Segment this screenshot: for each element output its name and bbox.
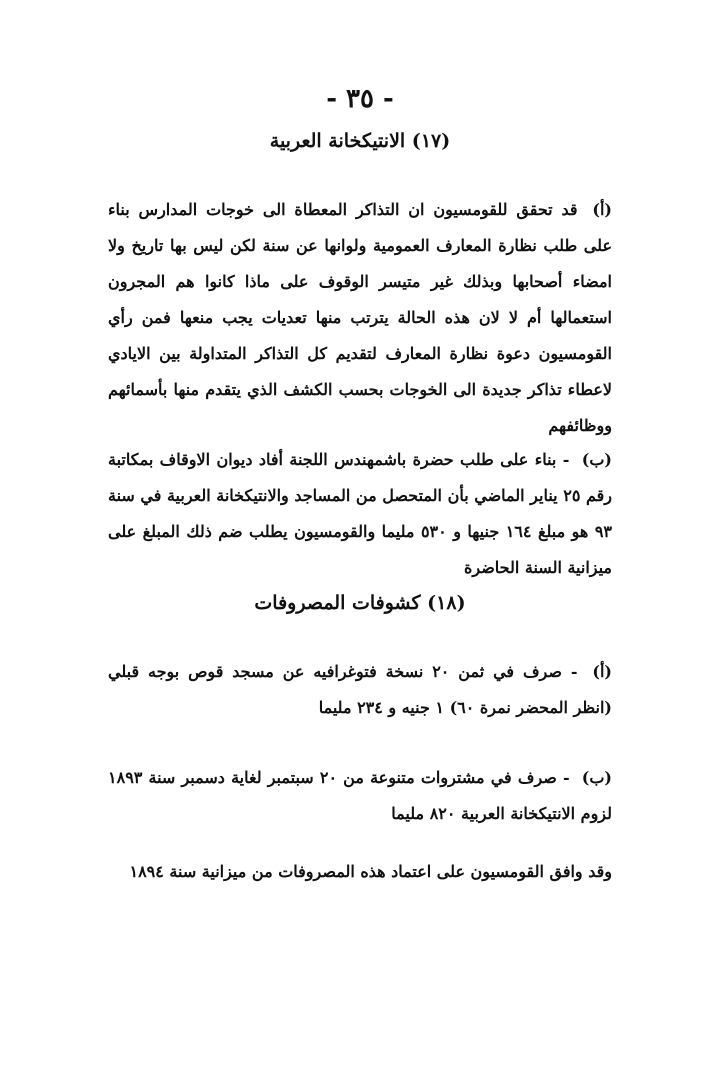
item-marker: (ب) [581,450,612,469]
item-marker: (أ) [592,200,612,219]
item-text: - صرف في ثمن ٢٠ نسخة فتوغرافيه عن مسجد قوص بوجه قبلي (انظر المحضر نمرة ٦٠) ١ جنيه و ٢٣٤ مليما [108,662,612,717]
section-17-heading: (١٧) الانتيكخانة العربية [269,130,451,152]
closing-paragraph: وقد وافق القومسيون على اعتماد هذه المصروفات من ميزانية سنة ١٨٩٤ [129,862,612,881]
section-18-heading: (١٨) كشوفات المصروفات [254,592,466,614]
section-17-item-b [108,442,612,586]
page-number: - ٣٥ - [326,84,394,114]
section-17-item-a [108,192,612,444]
section-18-item-b [108,760,612,832]
section-18-item-a [108,654,612,726]
item-marker: (أ) [592,662,612,681]
item-text: قد تحقق للقومسيون ان التذاكر المعطاة الى خوجات المدارس بناء على طلب نظارة المعارف العمومية ولوانها عن سنة لكن ليس بها تاريخ ولا امضاء أصحابها وبذلك غير متيسر الوقوف على ماذا كانوا هم المجرون استعمالها أم لا لان هذه الحالة يترتب منها تعديات يجب منعها فمن رأي القومسيون دعوة نظارة المعارف لتقديم كل التذاكر المتداولة بين الايادي لاعطاء تذاكر جديدة الى الخوجات بحسب الكشف الذي يتقدم منها بأسمائهم ووظائفهم [108,200,612,435]
item-text: - بناء على طلب حضرة باشمهندس اللجنة أفاد ديوان الاوقاف بمكاتبة رقم ٢٥ يناير الماضي بأن المتحصل من المساجد والانتيكخانة العربية في سنة ٩٣ هو مبلغ ١٦٤ جنيها و ٥٣٠ مليما والقومسيون يطلب ضم ذلك المبلغ على ميزانية السنة الحاضرة [108,450,613,577]
item-text: - صرف في مشتروات متنوعة من ٢٠ سبتمبر لغاية دسمبر سنة ١٨٩٣ لزوم الانتيكخانة العربية ٨٢٠ مليما [108,768,612,823]
item-marker: (ب) [581,768,612,787]
